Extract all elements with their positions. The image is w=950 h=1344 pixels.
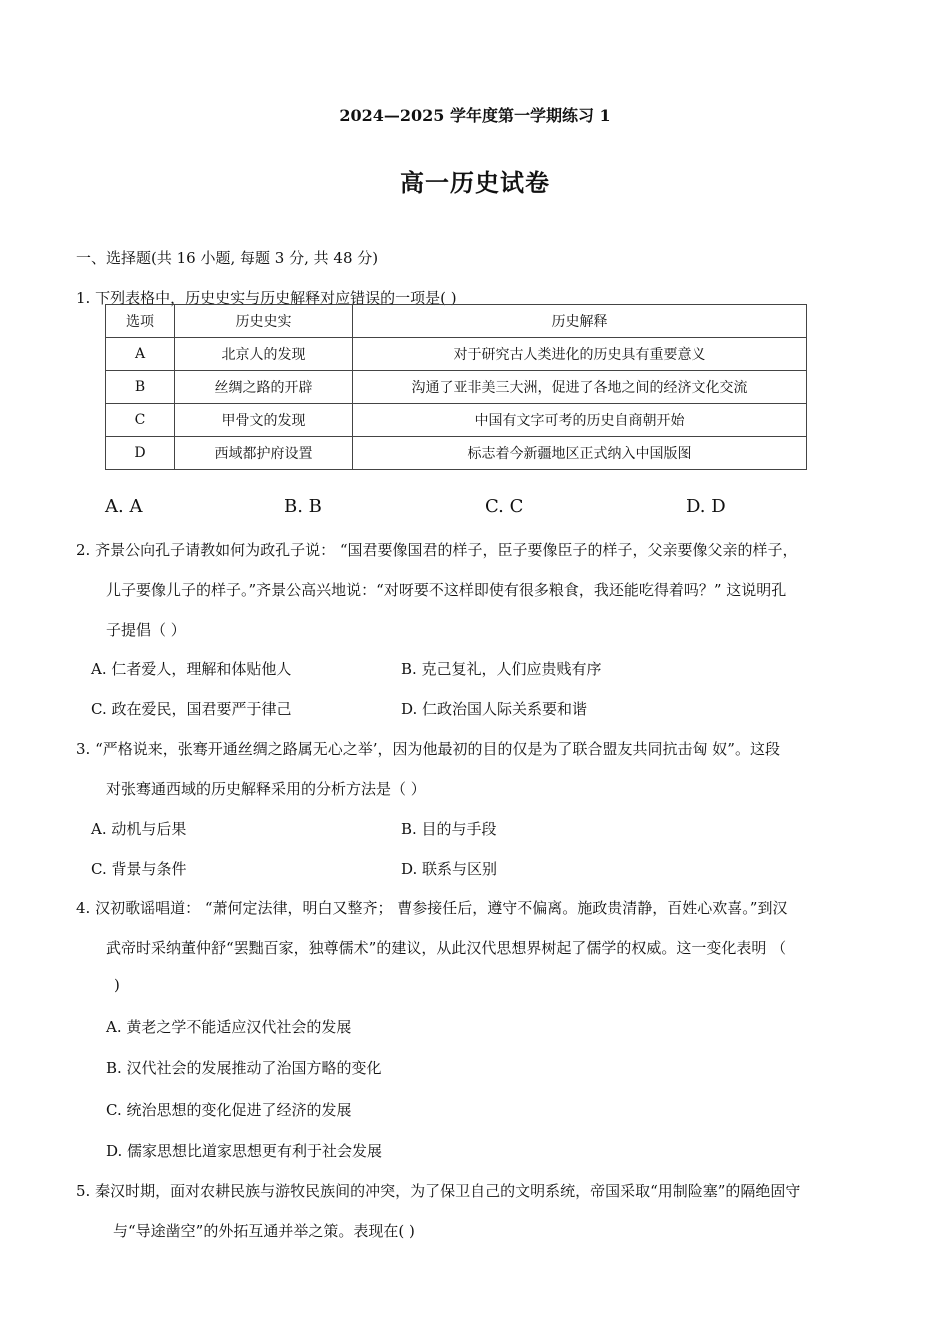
table-cell: 甲骨文的发现 [175, 404, 353, 437]
table-row [106, 371, 807, 404]
q3-option-c[interactable]: C. 背景与条件 [91, 860, 187, 878]
table-row [106, 437, 807, 470]
q4-stem-line1: 4. 汉初歌谣唱道： “萧何定法律，明白又整齐； 曹参接任后，遵守不偏离。施政贵清静，百姓心欢喜。”到汉 [76, 899, 788, 917]
q1-option-b[interactable]: B. B [284, 496, 322, 517]
table-cell: 标志着今新疆地区正式纳入中国版图 [353, 437, 807, 470]
q1-table [105, 304, 807, 470]
q1-stem: 1. 下列表格中，历史史实与历史解释对应错误的一项是( ) [76, 289, 457, 307]
q4-option-b[interactable]: B. 汉代社会的发展推动了治国方略的变化 [106, 1059, 382, 1077]
table-cell: B [106, 371, 175, 404]
q2-stem-line2: 儿子要像儿子的样子。”齐景公高兴地说：“对呀要不这样即使有很多粮食，我还能吃得着吗？” 这说明孔 [106, 581, 787, 599]
table-cell: 北京人的发现 [175, 338, 353, 371]
table-cell: D [106, 437, 175, 470]
table-cell: 西域都护府设置 [175, 437, 353, 470]
exam-subtitle: 2024—2025 学年度第一学期练习 1 [339, 106, 611, 125]
q3-option-d[interactable]: D. 联系与区别 [401, 860, 498, 878]
table-cell: A [106, 338, 175, 371]
table-cell: C [106, 404, 175, 437]
q2-stem-line1: 2. 齐景公向孔子请教如何为政孔子说： “国君要像国君的样子，臣子要像臣子的样子，父亲要像父亲的样子， [76, 541, 798, 559]
q4-stem-line2: 武帝时采纳董仲舒“罢黜百家，独尊儒术”的建议，从此汉代思想界树起了儒学的权威。这一变化表明 （ [106, 939, 787, 957]
q1-option-c[interactable]: C. C [485, 496, 524, 517]
q4-stem-line3: ) [114, 976, 120, 994]
table-header-cell: 历史史实 [175, 305, 353, 338]
q2-option-d[interactable]: D. 仁政治国人际关系要和谐 [401, 700, 588, 718]
q3-option-b[interactable]: B. 目的与手段 [401, 820, 497, 838]
exam-title: 高一历史试卷 [400, 168, 550, 197]
table-cell: 沟通了亚非美三大洲，促进了各地之间的经济文化交流 [353, 371, 807, 404]
q1-option-d[interactable]: D. D [686, 496, 726, 517]
q2-stem-line3: 子提倡（ ） [106, 621, 186, 639]
q4-option-a[interactable]: A. 黄老之学不能适应汉代社会的发展 [106, 1018, 352, 1036]
table-header-cell: 历史解释 [353, 305, 807, 338]
section-heading: 一、选择题(共 16 小题, 每题 3 分, 共 48 分) [76, 249, 379, 267]
q2-option-b[interactable]: B. 克己复礼，人们应贵贱有序 [401, 660, 602, 678]
table-row [106, 338, 807, 371]
q3-stem-line2: 对张骞通西域的历史解释采用的分析方法是（ ） [106, 780, 426, 798]
q4-option-c[interactable]: C. 统治思想的变化促进了经济的发展 [106, 1101, 352, 1119]
table-header-row [106, 305, 807, 338]
table-cell: 对于研究古人类进化的历史具有重要意义 [353, 338, 807, 371]
q4-option-d[interactable]: D. 儒家思想比道家思想更有利于社会发展 [106, 1142, 383, 1160]
q1-option-a[interactable]: A. A [105, 496, 143, 517]
table-cell: 丝绸之路的开辟 [175, 371, 353, 404]
table-cell: 中国有文字可考的历史自商朝开始 [353, 404, 807, 437]
q3-option-a[interactable]: A. 动机与后果 [91, 820, 187, 838]
q3-stem-line1: 3. “严格说来，张骞开通丝绸之路属无心之举’，因为他最初的目的仅是为了联合盟友共同抗击匈 奴”。这段 [76, 740, 780, 758]
q5-stem-line1: 5. 秦汉时期，面对农耕民族与游牧民族间的冲突，为了保卫自己的文明系统，帝国采取“用制险塞”的隔绝固守 [76, 1182, 801, 1200]
q2-option-a[interactable]: A. 仁者爱人，理解和体贴他人 [91, 660, 292, 678]
q5-stem-line2: 与“导途凿空”的外拓互通并举之策。表现在( ) [113, 1222, 415, 1240]
table-row [106, 404, 807, 437]
q2-option-c[interactable]: C. 政在爱民，国君要严于律己 [91, 700, 292, 718]
table-header-cell: 选项 [106, 305, 175, 338]
